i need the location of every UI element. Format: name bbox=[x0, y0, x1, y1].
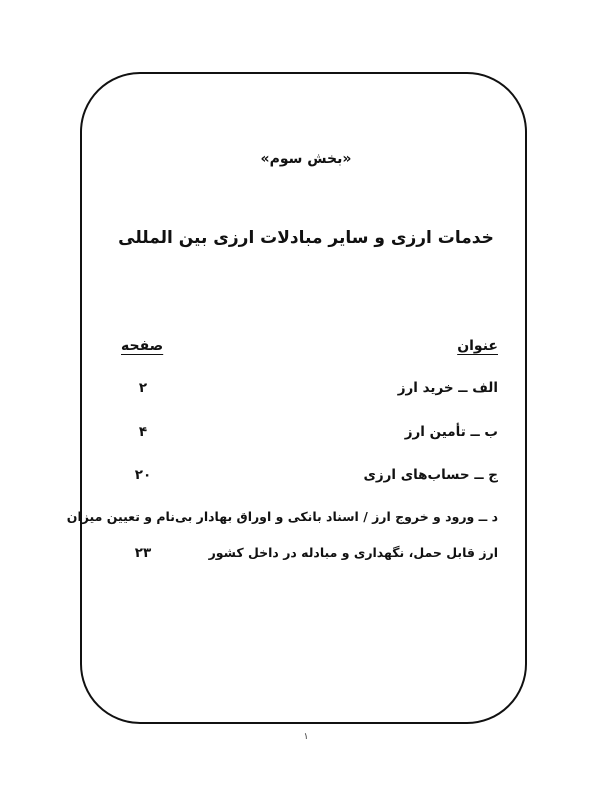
toc-entry-c: ج ــ حساب‌های ارزی bbox=[363, 467, 498, 483]
section-label: «بخش سوم» bbox=[260, 151, 352, 167]
toc-entry-d: د ــ ورود و خروج ارز / اسناد بانکی و اوراق بهادار بی‌نام و تعیین میزان bbox=[66, 509, 498, 524]
toc-page-c: ۲۰ bbox=[134, 467, 152, 483]
toc-page-a: ۲ bbox=[138, 380, 148, 396]
page-title: خدمات ارزی و سایر مبادلات ارزی بین المللی bbox=[118, 228, 494, 248]
toc-page-b: ۴ bbox=[138, 424, 148, 440]
toc-header-page: صفحه bbox=[121, 338, 164, 354]
toc-entry-d-continued: ارز قابل حمل، نگهداری و مبادله در داخل کشور bbox=[208, 545, 498, 560]
toc-entry-a: الف ــ خرید ارز bbox=[397, 380, 498, 396]
page-number: ۱ bbox=[303, 732, 309, 742]
toc-entry-b: ب ــ تأمین ارز bbox=[404, 424, 498, 440]
page-border-frame bbox=[80, 72, 527, 724]
toc-header-title: عنوان bbox=[457, 338, 498, 354]
toc-page-d-continued: ۲۳ bbox=[134, 545, 152, 561]
